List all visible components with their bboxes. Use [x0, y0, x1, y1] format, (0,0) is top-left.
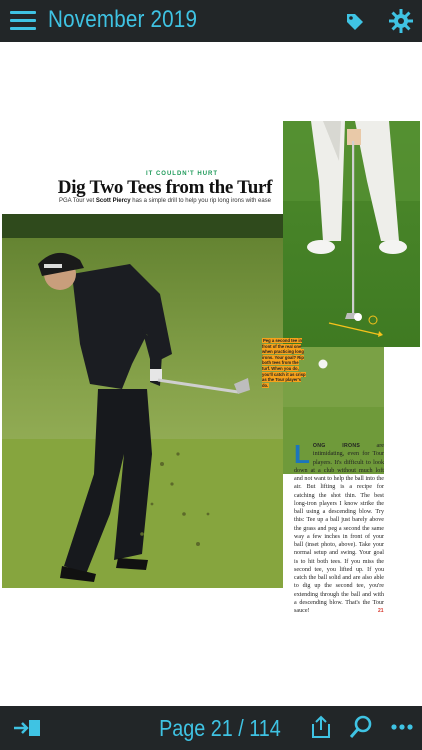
- bottom-toolbar: [0, 706, 422, 750]
- article-dek: [40, 198, 290, 204]
- more-icon[interactable]: [390, 723, 414, 731]
- dek-prefix: PGA Tour vet: [58, 198, 96, 204]
- photo-callout: [262, 338, 306, 388]
- tag-icon[interactable]: [345, 12, 365, 32]
- dek-suffix: has a simple drill to help you rip long irons with ease: [130, 198, 271, 204]
- exit-reader-icon[interactable]: [12, 718, 42, 738]
- article-body: [294, 439, 384, 615]
- page-folio: 21: [378, 608, 384, 614]
- lead-word: ONG IRONS: [312, 443, 361, 449]
- hamburger-menu-icon[interactable]: [10, 11, 36, 31]
- article-kicker: IT COULDN'T HURT: [145, 171, 219, 177]
- inset-photo: [283, 121, 420, 347]
- share-icon[interactable]: [310, 715, 332, 739]
- callout-text: Peg a second tee in front of the real one when practicing long irons. Your goal? Rip both tees from the turf. When you do, you'll catch it as crisp as the Tour player's do.: [262, 338, 306, 388]
- magazine-page[interactable]: [0, 42, 422, 706]
- page-indicator[interactable]: Page 21 / 114: [159, 715, 281, 741]
- body-text: are intimidating, even for Tour players. It's difficult to look down at a club without much loft and not want to help the ball into the air. But lifting is a recipe for catching the shot thin. The best long-iron players I know strike the ball using a descending blow. Try this: Tee up a ball just barely above the grass and peg a second the same way a few inches in front of your ball (inset photo, above). Take your normal setup and swing. Your goal is to hit both tees. If you miss the second tee, you lifted up. If you catch the ball solid and are also able to dig up the second tee, you're extending through the ball and with a descending blow. That's the Tour sauce!: [294, 443, 384, 614]
- main-photo-golfer: [2, 214, 283, 588]
- drop-cap: L: [294, 439, 310, 469]
- gear-icon[interactable]: [387, 7, 415, 35]
- issue-title: November 2019: [48, 6, 198, 33]
- search-icon[interactable]: [349, 715, 373, 739]
- dek-name: Scott Piercy: [95, 198, 131, 204]
- article-headline: Dig Two Tees from the Turf: [57, 177, 273, 198]
- top-app-bar: [0, 0, 422, 42]
